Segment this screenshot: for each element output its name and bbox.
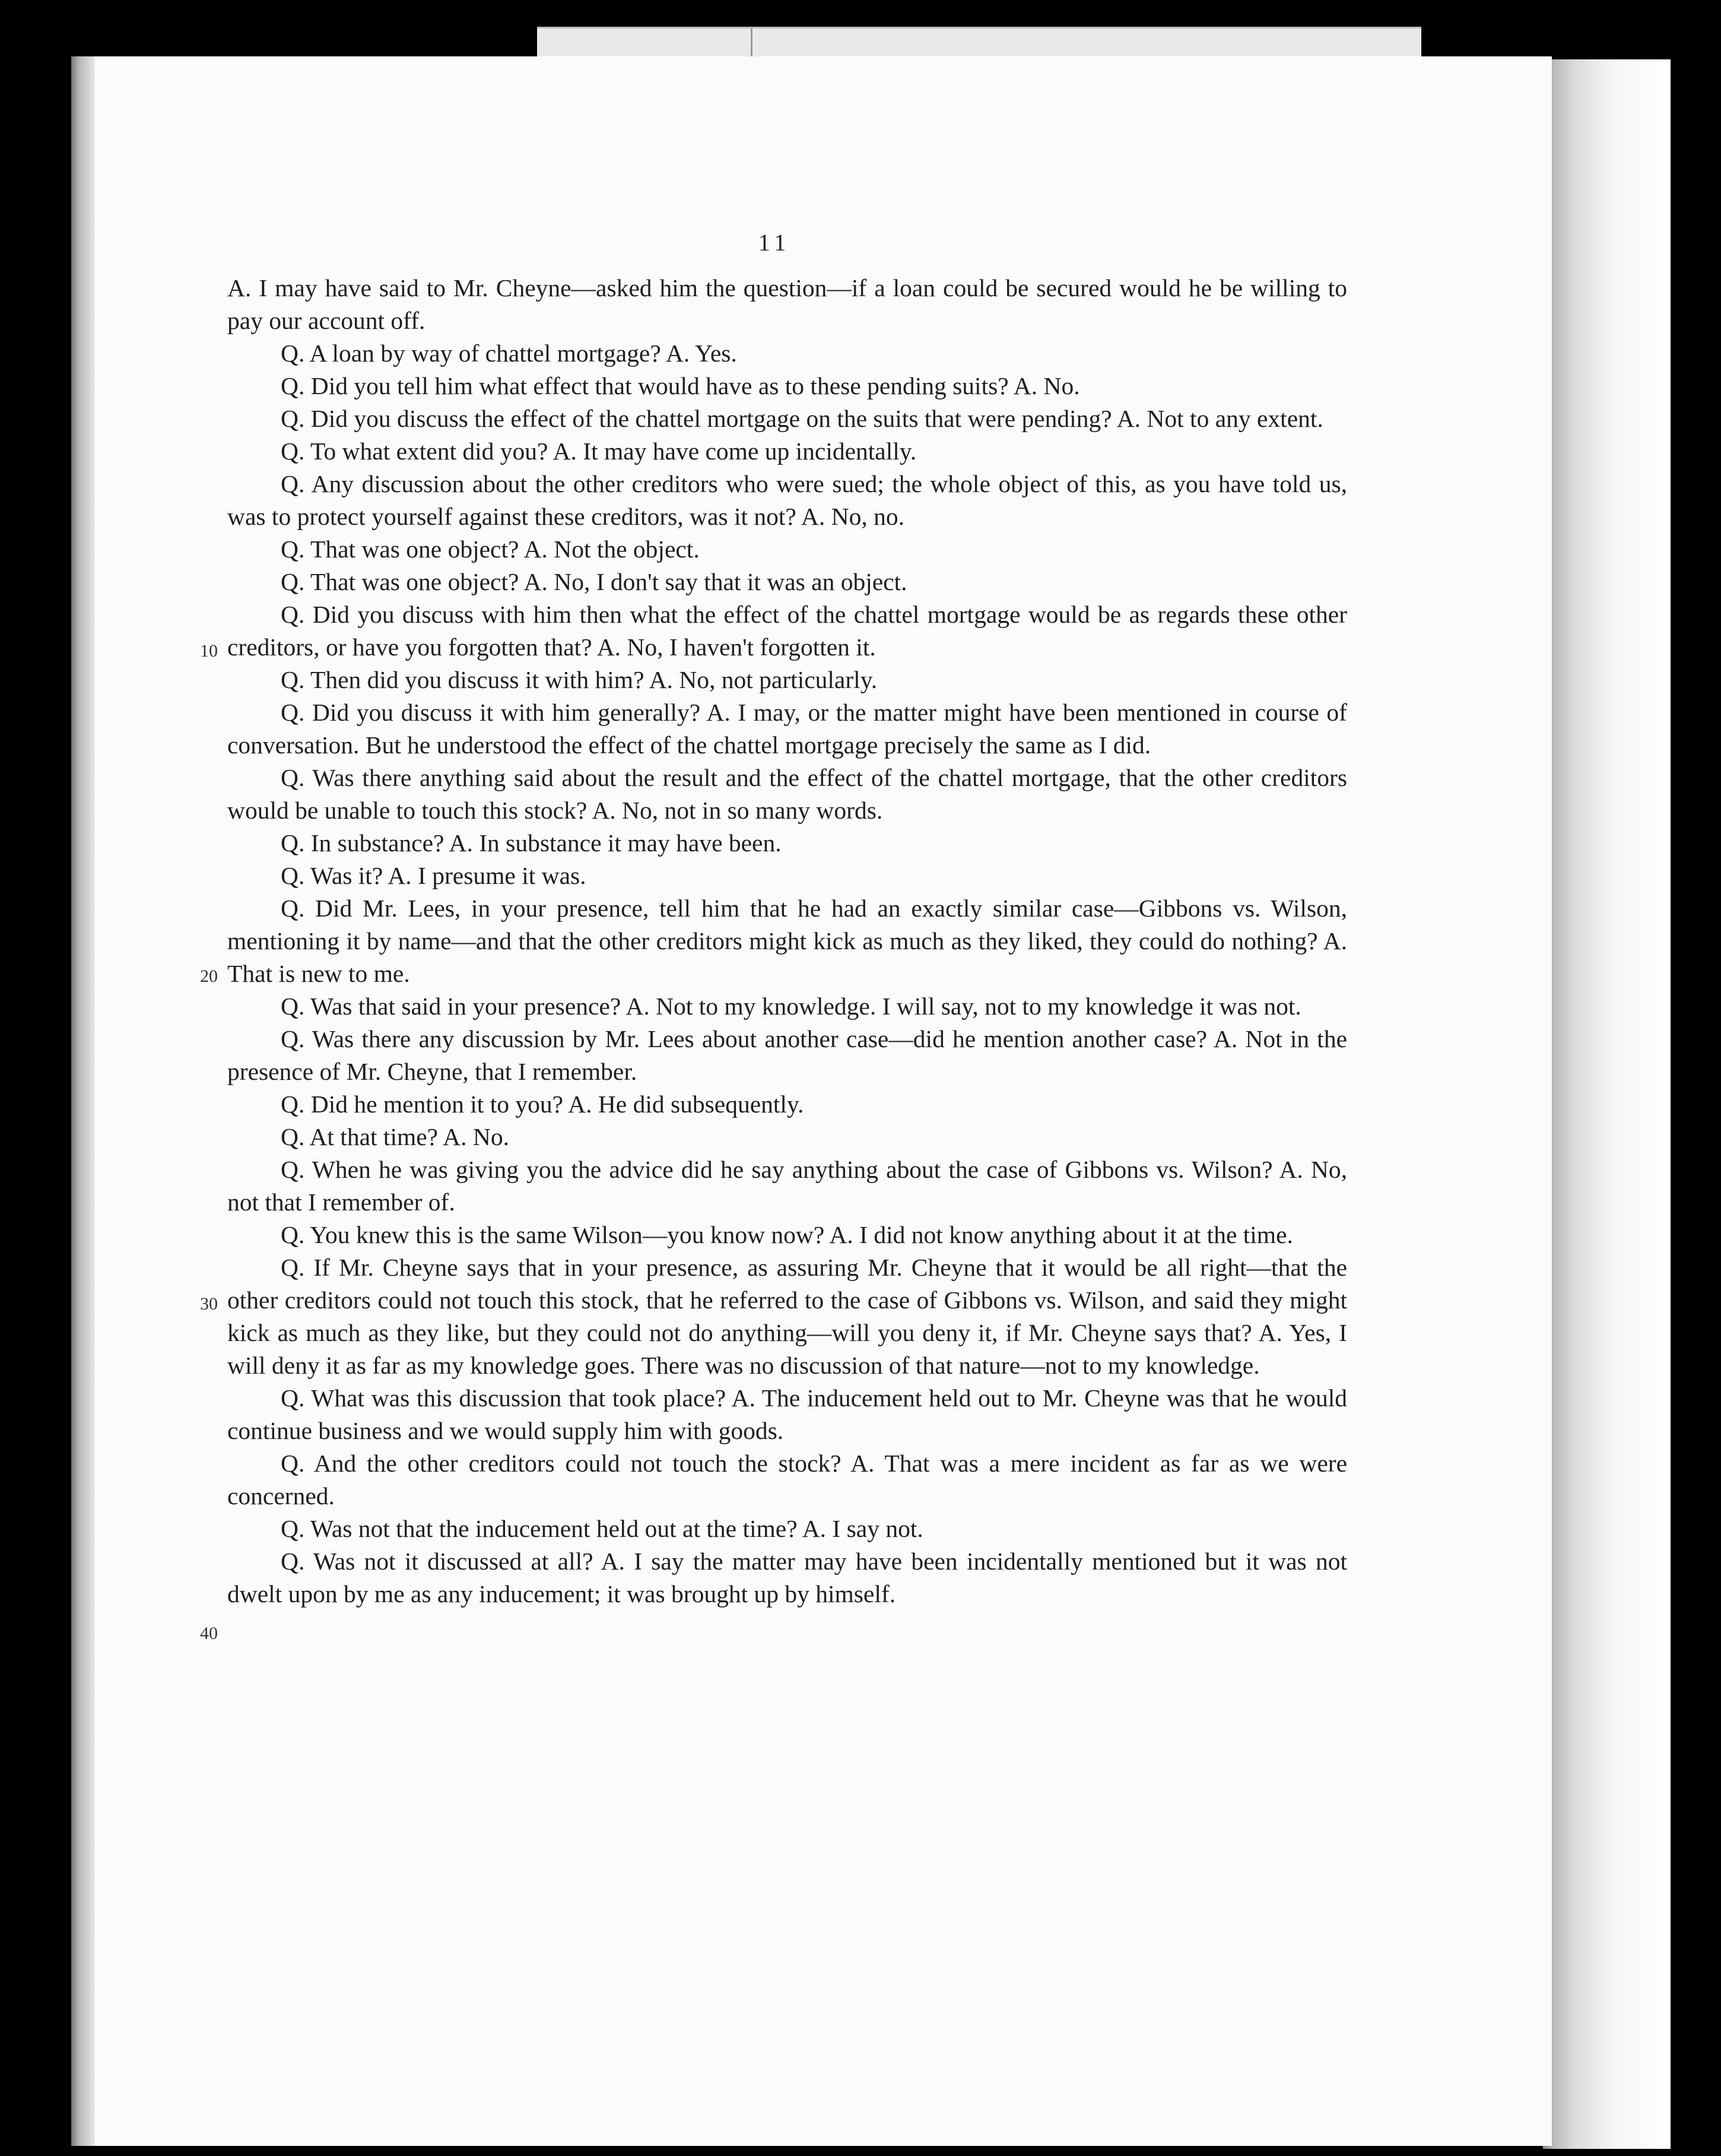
paragraph: Q. When he was giving you the advice did he say anything about the case of Gibbons vs. Wilson? A. No, not that I remember of. — [227, 1156, 1347, 1216]
paragraph: Q. To what extent did you? A. It may have come up incidentally. — [281, 437, 917, 465]
transcript-body — [227, 272, 1347, 1610]
paragraph: Q. At that time? A. No. — [281, 1123, 509, 1150]
paragraph: Q. You knew this is the same Wilson—you know now? A. I did not know anything about it at the time. — [281, 1221, 1293, 1248]
paragraph: Q. Was not that the inducement held out at the time? A. I say not. — [281, 1515, 923, 1542]
paragraph: Q. Any discussion about the other creditors who were sued; the whole object of this, as you have told us, was to protect yourself against these creditors, was it not? A. No, no. — [227, 470, 1347, 530]
paragraph: Q. Did you tell him what effect that would have as to these pending suits? A. No. — [281, 372, 1080, 400]
paragraph: Q. Did you discuss the effect of the chattel mortgage on the suits that were pending? A. Not to any extent. — [281, 405, 1323, 432]
paragraph: A. I may have said to Mr. Cheyne—asked him the question—if a loan could be secured would he be willing to pay our account off. — [227, 274, 1347, 334]
paragraph: Q. Was there any discussion by Mr. Lees about another case—did he mention another case? A. Not in the presence of Mr. Cheyne, that I remember. — [227, 1025, 1347, 1085]
adjacent-page-edge — [1543, 59, 1671, 2149]
paragraph: Q. Was not it discussed at all? A. I say the matter may have been incidentally mentioned but it was not dwelt upon by me as any inducement; it was brought up by himself. — [227, 1548, 1347, 1608]
paragraph: Q. That was one object? A. No, I don't say that it was an object. — [281, 568, 907, 595]
paragraph: Q. A loan by way of chattel mortgage? A. Yes. — [281, 340, 737, 367]
margin-line-number-40: 40 — [200, 1624, 218, 1643]
paragraph: Q. If Mr. Cheyne says that in your presence, as assuring Mr. Cheyne that it would be all right—that the other creditors could not touch this stock, that he referred to the case of Gibbons vs. Wilson, and said they might kick as much as they like, but they could not do anything—will you deny it, if Mr. Cheyne says that? A. Yes, I will deny it as far as my knowledge goes. There was no discussion of that nature—not to my knowledge. — [227, 1254, 1347, 1379]
page-binding-edge — [71, 56, 95, 2146]
paragraph: Q. Was that said in your presence? A. Not to my knowledge. I will say, not to my knowledge it was not. — [281, 993, 1301, 1020]
paragraph: Q. Did you discuss with him then what the effect of the chattel mortgage would be as regards these other creditors, or have you forgotten that? A. No, I haven't forgotten it. — [227, 601, 1347, 661]
paragraph: Q. That was one object? A. Not the object. — [281, 535, 700, 563]
margin-line-number-30: 30 — [200, 1294, 218, 1314]
paragraph: Q. Did he mention it to you? A. He did subsequently. — [281, 1090, 804, 1118]
paragraph: Q. What was this discussion that took place? A. The inducement held out to Mr. Cheyne was that he would continue business and we would supply him with goods. — [227, 1384, 1347, 1444]
paragraph: Q. Was it? A. I presume it was. — [281, 862, 586, 889]
paragraph: Q. Was there anything said about the result and the effect of the chattel mortgage, that the other creditors would be unable to touch this stock? A. No, not in so many words. — [227, 764, 1347, 824]
page-number: 11 — [758, 229, 791, 256]
margin-line-number-10: 10 — [200, 641, 218, 661]
margin-line-number-20: 20 — [200, 966, 218, 986]
paragraph: Q. Did you discuss it with him generally? A. I may, or the matter might have been mentioned in course of conversation. But he understood the effect of the chattel mortgage precisely the same as I did. — [227, 699, 1347, 759]
paragraph: Q. Did Mr. Lees, in your presence, tell him that he had an exactly similar case—Gibbons vs. Wilson, mentioning it by name—and that the other creditors might kick as much as they liked, they could do nothing? A. That is new to me. — [227, 895, 1347, 987]
paragraph: Q. In substance? A. In substance it may have been. — [281, 829, 782, 857]
paragraph: Q. And the other creditors could not touch the stock? A. That was a mere incident as far as we were concerned. — [227, 1450, 1347, 1510]
paragraph: Q. Then did you discuss it with him? A. No, not particularly. — [281, 666, 878, 693]
